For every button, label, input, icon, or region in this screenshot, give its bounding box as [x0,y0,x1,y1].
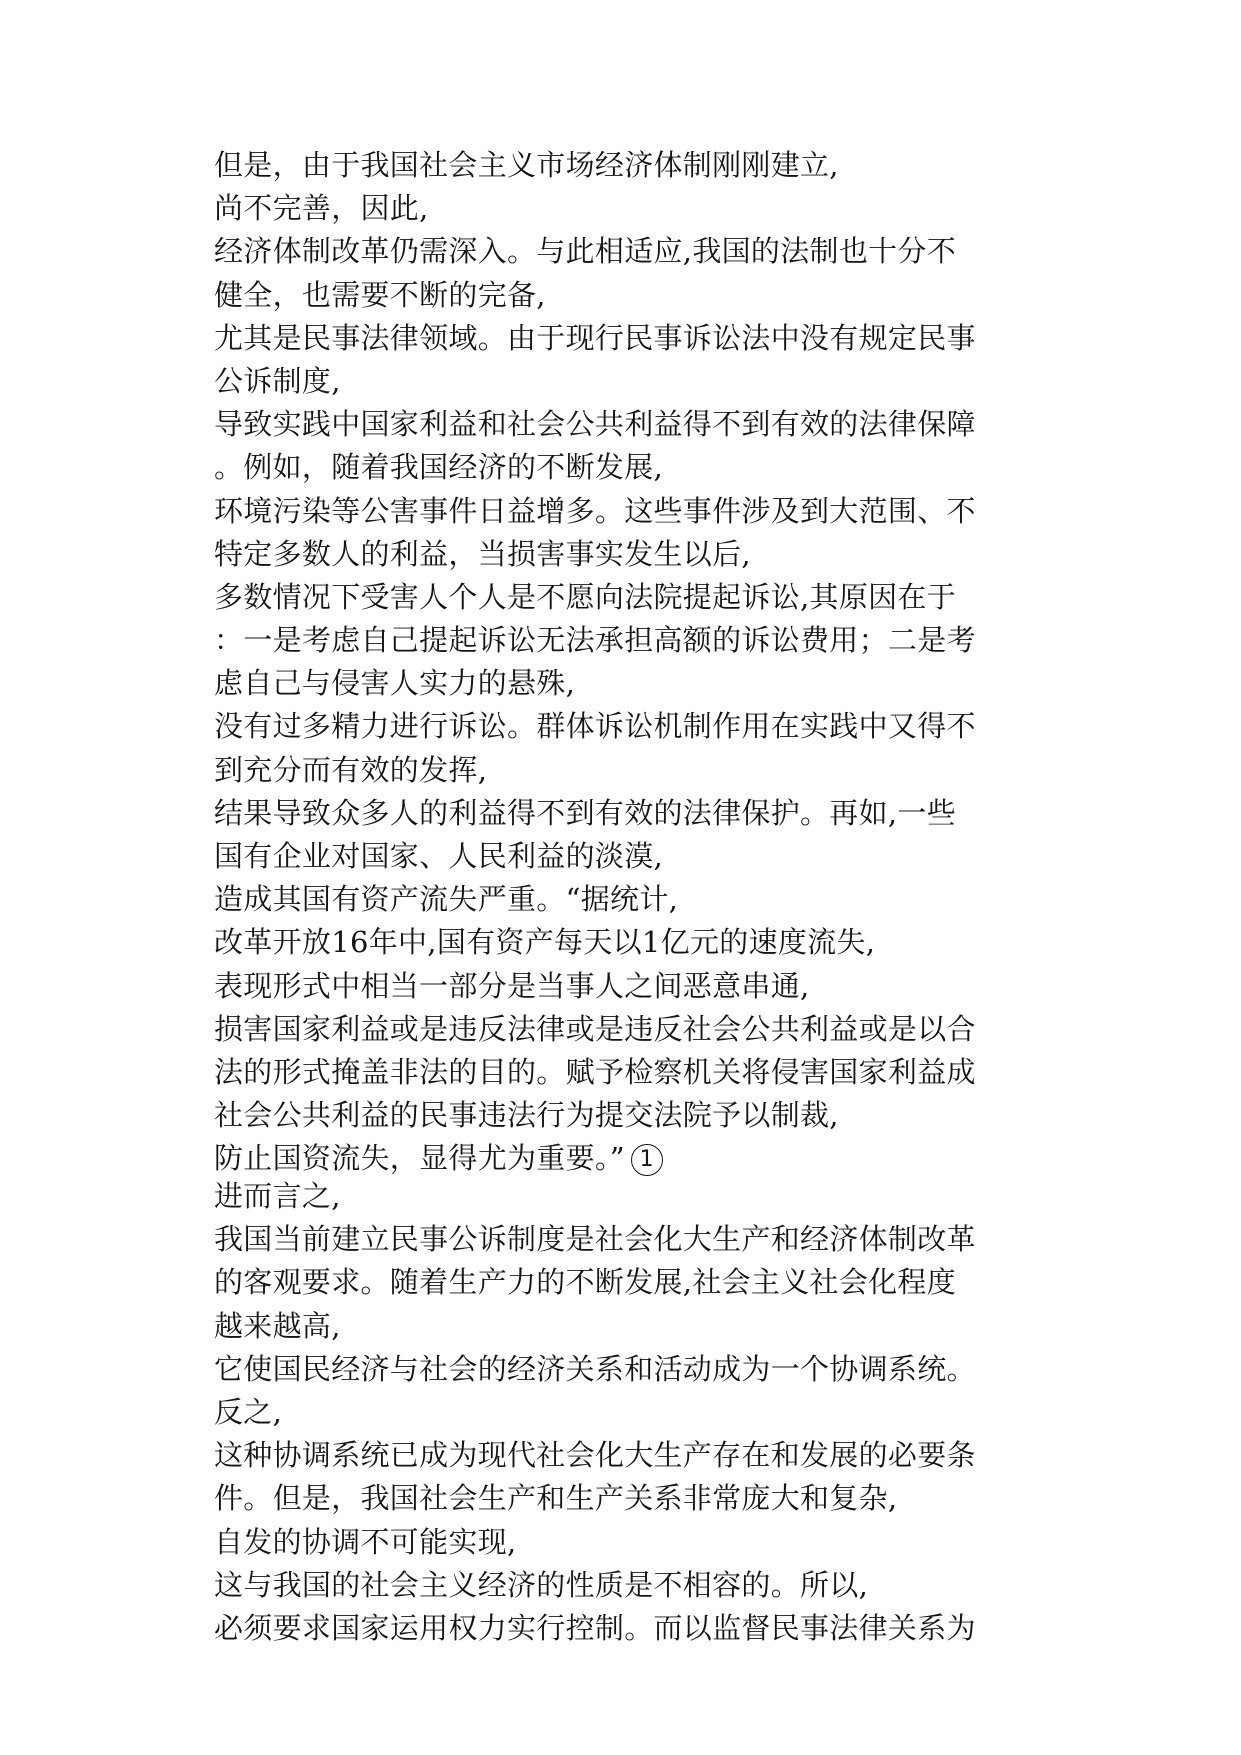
text-line: 但是，由于我国社会主义市场经济体制刚刚建立, [214,148,839,182]
text-line: 多数情况下受害人个人是不愿向法院提起诉讼,其原因在于 [214,579,957,614]
text-line: 尚不完善，因此, [214,191,429,226]
text-line: ：一是考虑自己提起诉讼无法承担高额的诉讼费用；二是考 [214,623,976,658]
text-line: 越来越高, [214,1308,341,1343]
text-line: 它使国民经济与社会的经济关系和活动成为一个协调系统。 [214,1351,976,1386]
text-line: 。例如，随着我国经济的不断发展, [214,450,664,485]
text-line: 表现形式中相当一部分是当事人之间恶意串通, [214,968,810,1003]
text-line: 损害国家利益或是违反法律或是违反社会公共利益或是以合 [214,1011,976,1046]
paragraph-1 [214,144,1034,1181]
text-line: 结果导致众多人的利益得不到有效的法律保护。再如,一些 [214,795,957,830]
text-line: 的客观要求。随着生产力的不断发展,社会主义社会化程度 [214,1265,957,1300]
text-line: 到充分而有效的发挥, [214,752,488,787]
text-line: 件。但是，我国社会生产和生产关系非常庞大和复杂, [214,1481,898,1516]
text-line: 健全，也需要不断的完备, [214,277,546,312]
text-line: 公诉制度, [214,363,341,398]
text-line: 进而言之, [214,1179,341,1213]
text-line: 导致实践中国家利益和社会公共利益得不到有效的法律保障 [214,407,976,442]
text-line: 改革开放16年中,国有资产每天以1亿元的速度流失, [214,925,876,960]
text-line: 这与我国的社会主义经济的性质是不相容的。所以, [214,1567,869,1602]
text-line: 法的形式掩盖非法的目的。赋予检察机关将侵害国家利益成 [214,1054,976,1089]
text-line: 特定多数人的利益，当损害事实发生以后, [214,536,751,571]
paragraph-2 [214,1175,1034,1650]
text-line: 我国当前建立民事公诉制度是社会化大生产和经济体制改革 [214,1222,976,1257]
text-line: 防止国资流失，显得尤为重要。” [214,1141,625,1176]
text-line: 必须要求国家运用权力实行控制。而以监督民事法律关系为 [214,1610,976,1645]
text-line: 国有企业对国家、人民利益的淡漠, [214,839,664,873]
text-line: 自发的协调不可能实现, [214,1524,517,1559]
text-line: 虑自己与侵害人实力的悬殊, [214,666,576,701]
text-line: 没有过多精力进行诉讼。群体诉讼机制作用在实践中又得不 [214,709,976,744]
text-line: 这种协调系统已成为现代社会化大生产存在和发展的必要条 [214,1438,976,1473]
text-line: 社会公共利益的民事违法行为提交法院予以制裁, [214,1098,839,1133]
text-line: 反之, [214,1394,283,1429]
text-line: 经济体制改革仍需深入。与此相适应,我国的法制也十分不 [214,234,957,269]
text-line: 尤其是民事法律领域。由于现行民事诉讼法中没有规定民事 [214,320,976,355]
text-line: 环境污染等公害事件日益增多。这些事件涉及到大范围、不 [214,493,976,528]
footnote-marker[interactable]: 1 [631,1144,663,1176]
text-line: 造成其国有资产流失严重。“据统计, [214,882,679,917]
